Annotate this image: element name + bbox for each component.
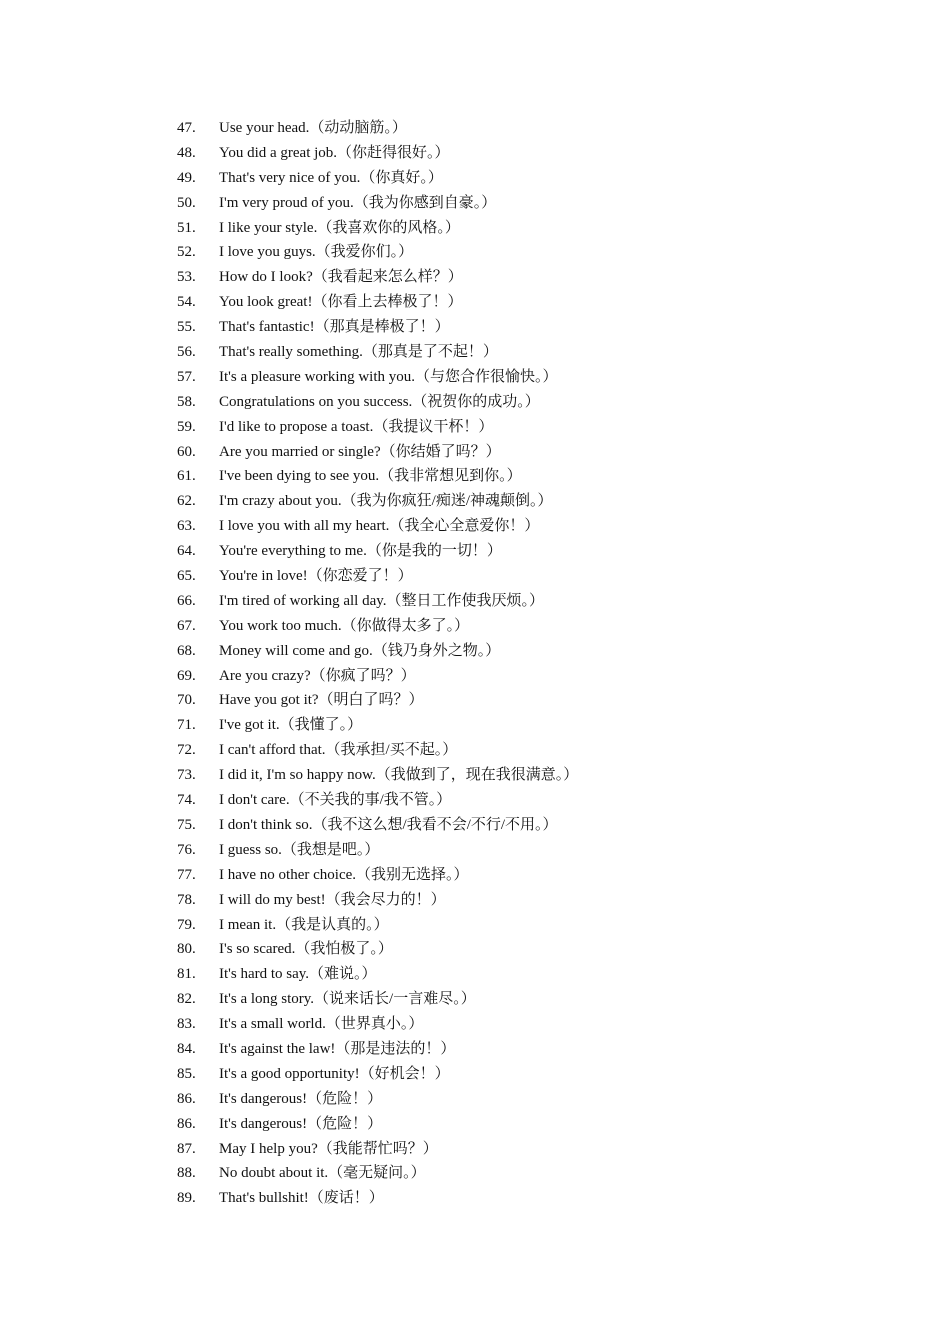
list-item <box>177 813 578 838</box>
item-number: 74. <box>177 792 196 809</box>
item-number: 64. <box>177 543 196 560</box>
item-phrase: Money will come and go.（钱乃身外之物。） <box>219 642 501 659</box>
list-item <box>177 713 578 738</box>
item-phrase: May I help you?（我能帮忙吗？） <box>219 1140 438 1157</box>
item-phrase: That's bullshit!（废话！） <box>219 1190 384 1207</box>
item-number: 78. <box>177 891 196 908</box>
item-phrase: It's against the law!（那是违法的！） <box>219 1040 456 1057</box>
item-phrase: Are you crazy?（你疯了吗？） <box>219 667 416 684</box>
list-item <box>177 937 578 962</box>
item-number: 59. <box>177 418 196 435</box>
item-number: 54. <box>177 294 196 311</box>
item-number: 52. <box>177 244 196 261</box>
list-item <box>177 240 578 265</box>
item-number: 82. <box>177 991 196 1008</box>
item-number: 48. <box>177 144 196 161</box>
item-number: 88. <box>177 1165 196 1182</box>
list-item <box>177 738 578 763</box>
list-item <box>177 987 578 1012</box>
list-item <box>177 141 578 166</box>
item-phrase: Use your head.（动动脑筋。） <box>219 120 407 136</box>
item-phrase: Congratulations on you success.（祝贺你的成功。） <box>219 393 540 410</box>
item-phrase: That's fantastic!（那真是棒极了！） <box>219 319 450 336</box>
item-number: 58. <box>177 393 196 410</box>
item-phrase: I's so scared.（我怕极了。） <box>219 941 393 958</box>
item-phrase: It's a small world.（世界真小。） <box>219 1016 424 1033</box>
item-number: 69. <box>177 667 196 684</box>
item-phrase: I like your style.（我喜欢你的风格。） <box>219 219 460 236</box>
item-phrase: I guess so.（我想是吧。） <box>219 841 380 858</box>
list-item <box>177 1112 578 1137</box>
item-phrase: That's very nice of you.（你真好。） <box>219 169 443 186</box>
item-phrase: You look great!（你看上去棒极了！） <box>219 294 463 311</box>
item-number: 55. <box>177 319 196 336</box>
item-phrase: I will do my best!（我会尽力的！） <box>219 891 446 908</box>
item-number: 89. <box>177 1190 196 1207</box>
list-item <box>177 838 578 863</box>
list-item <box>177 788 578 813</box>
item-number: 67. <box>177 617 196 634</box>
item-phrase: You work too much.（你做得太多了。） <box>219 617 470 634</box>
list-item <box>177 1012 578 1037</box>
item-phrase: I'm tired of working all day.（整日工作使我厌烦。） <box>219 592 545 609</box>
item-phrase: I'd like to propose a toast.（我提议干杯！） <box>219 418 494 435</box>
list-item <box>177 763 578 788</box>
item-number: 76. <box>177 841 196 858</box>
item-phrase: I'm crazy about you.（我为你疯狂/痴迷/神魂颠倒。） <box>219 493 553 510</box>
phrase-list <box>177 116 578 1211</box>
item-number: 75. <box>177 816 196 833</box>
item-number: 77. <box>177 866 196 883</box>
list-item <box>177 1062 578 1087</box>
item-phrase: You did a great job.（你赶得很好。） <box>219 144 450 161</box>
item-phrase: Have you got it?（明白了吗？） <box>219 692 424 709</box>
list-item <box>177 216 578 241</box>
item-phrase: It's dangerous!（危险！） <box>219 1115 383 1132</box>
item-phrase: I don't think so.（我不这么想/我看不会/不行/不用。） <box>219 816 558 833</box>
item-phrase: I don't care.（不关我的事/我不管。） <box>219 792 452 809</box>
item-phrase: You're in love!（你恋爱了！） <box>219 568 413 585</box>
item-number: 84. <box>177 1040 196 1057</box>
list-item <box>177 116 578 141</box>
item-number: 83. <box>177 1016 196 1033</box>
list-item <box>177 962 578 987</box>
item-phrase: No doubt about it.（毫无疑问。） <box>219 1165 426 1182</box>
item-phrase: Are you married or single?（你结婚了吗？） <box>219 443 501 460</box>
item-number: 68. <box>177 642 196 659</box>
list-item <box>177 514 578 539</box>
list-item <box>177 539 578 564</box>
item-number: 66. <box>177 592 196 609</box>
list-item <box>177 888 578 913</box>
item-number: 72. <box>177 742 196 759</box>
item-phrase: How do I look?（我看起来怎么样？） <box>219 269 463 286</box>
list-item <box>177 664 578 689</box>
list-item <box>177 564 578 589</box>
list-item <box>177 464 578 489</box>
item-number: 71. <box>177 717 196 734</box>
item-number: 81. <box>177 966 196 983</box>
item-number: 87. <box>177 1140 196 1157</box>
list-item <box>177 290 578 315</box>
item-phrase: I have no other choice.（我别无选择。） <box>219 866 469 883</box>
item-phrase: I did it, I'm so happy now.（我做到了，现在我很满意。） <box>219 767 579 784</box>
item-phrase: It's dangerous!（危险！） <box>219 1090 383 1107</box>
list-item <box>177 1037 578 1062</box>
item-number: 73. <box>177 767 196 784</box>
list-item <box>177 1087 578 1112</box>
item-number: 53. <box>177 269 196 286</box>
list-item <box>177 415 578 440</box>
item-number: 63. <box>177 518 196 535</box>
item-phrase: I love you guys.（我爱你们。） <box>219 244 414 261</box>
item-phrase: I'm very proud of you.（我为你感到自豪。） <box>219 194 497 211</box>
item-number: 51. <box>177 219 196 236</box>
list-item <box>177 1137 578 1162</box>
item-number: 85. <box>177 1065 196 1082</box>
item-number: 60. <box>177 443 196 460</box>
item-number: 80. <box>177 941 196 958</box>
item-phrase: It's a good opportunity!（好机会！） <box>219 1065 450 1082</box>
list-item <box>177 390 578 415</box>
item-phrase: It's hard to say.（难说。） <box>219 966 377 983</box>
list-item <box>177 614 578 639</box>
list-item <box>177 166 578 191</box>
item-phrase: It's a long story.（说来话长/一言难尽。） <box>219 991 476 1008</box>
list-item <box>177 639 578 664</box>
list-item <box>177 365 578 390</box>
item-phrase: That's really something.（那真是了不起！） <box>219 344 498 361</box>
item-phrase: I can't afford that.（我承担/买不起。） <box>219 742 458 759</box>
list-item <box>177 191 578 216</box>
item-phrase: I've got it.（我懂了。） <box>219 717 363 734</box>
item-phrase: I've been dying to see you.（我非常想见到你。） <box>219 468 522 485</box>
item-number: 56. <box>177 344 196 361</box>
list-item <box>177 440 578 465</box>
list-item <box>177 340 578 365</box>
list-item <box>177 863 578 888</box>
item-phrase: I mean it.（我是认真的。） <box>219 916 389 933</box>
list-item <box>177 265 578 290</box>
list-item <box>177 688 578 713</box>
list-item <box>177 913 578 938</box>
item-number: 86. <box>177 1090 196 1107</box>
item-number: 57. <box>177 368 196 385</box>
item-phrase: It's a pleasure working with you.（与您合作很愉快。） <box>219 368 558 385</box>
item-number: 79. <box>177 916 196 933</box>
list-item <box>177 315 578 340</box>
list-item <box>177 1161 578 1186</box>
item-number: 49. <box>177 169 196 186</box>
item-phrase: You're everything to me.（你是我的一切！） <box>219 543 502 560</box>
item-number: 62. <box>177 493 196 510</box>
list-item <box>177 489 578 514</box>
item-phrase: I love you with all my heart.（我全心全意爱你！） <box>219 518 540 535</box>
item-number: 70. <box>177 692 196 709</box>
list-item <box>177 589 578 614</box>
item-number: 47. <box>177 120 196 136</box>
item-number: 50. <box>177 194 196 211</box>
item-number: 65. <box>177 568 196 585</box>
item-number: 86. <box>177 1115 196 1132</box>
list-item <box>177 1186 578 1211</box>
item-number: 61. <box>177 468 196 485</box>
